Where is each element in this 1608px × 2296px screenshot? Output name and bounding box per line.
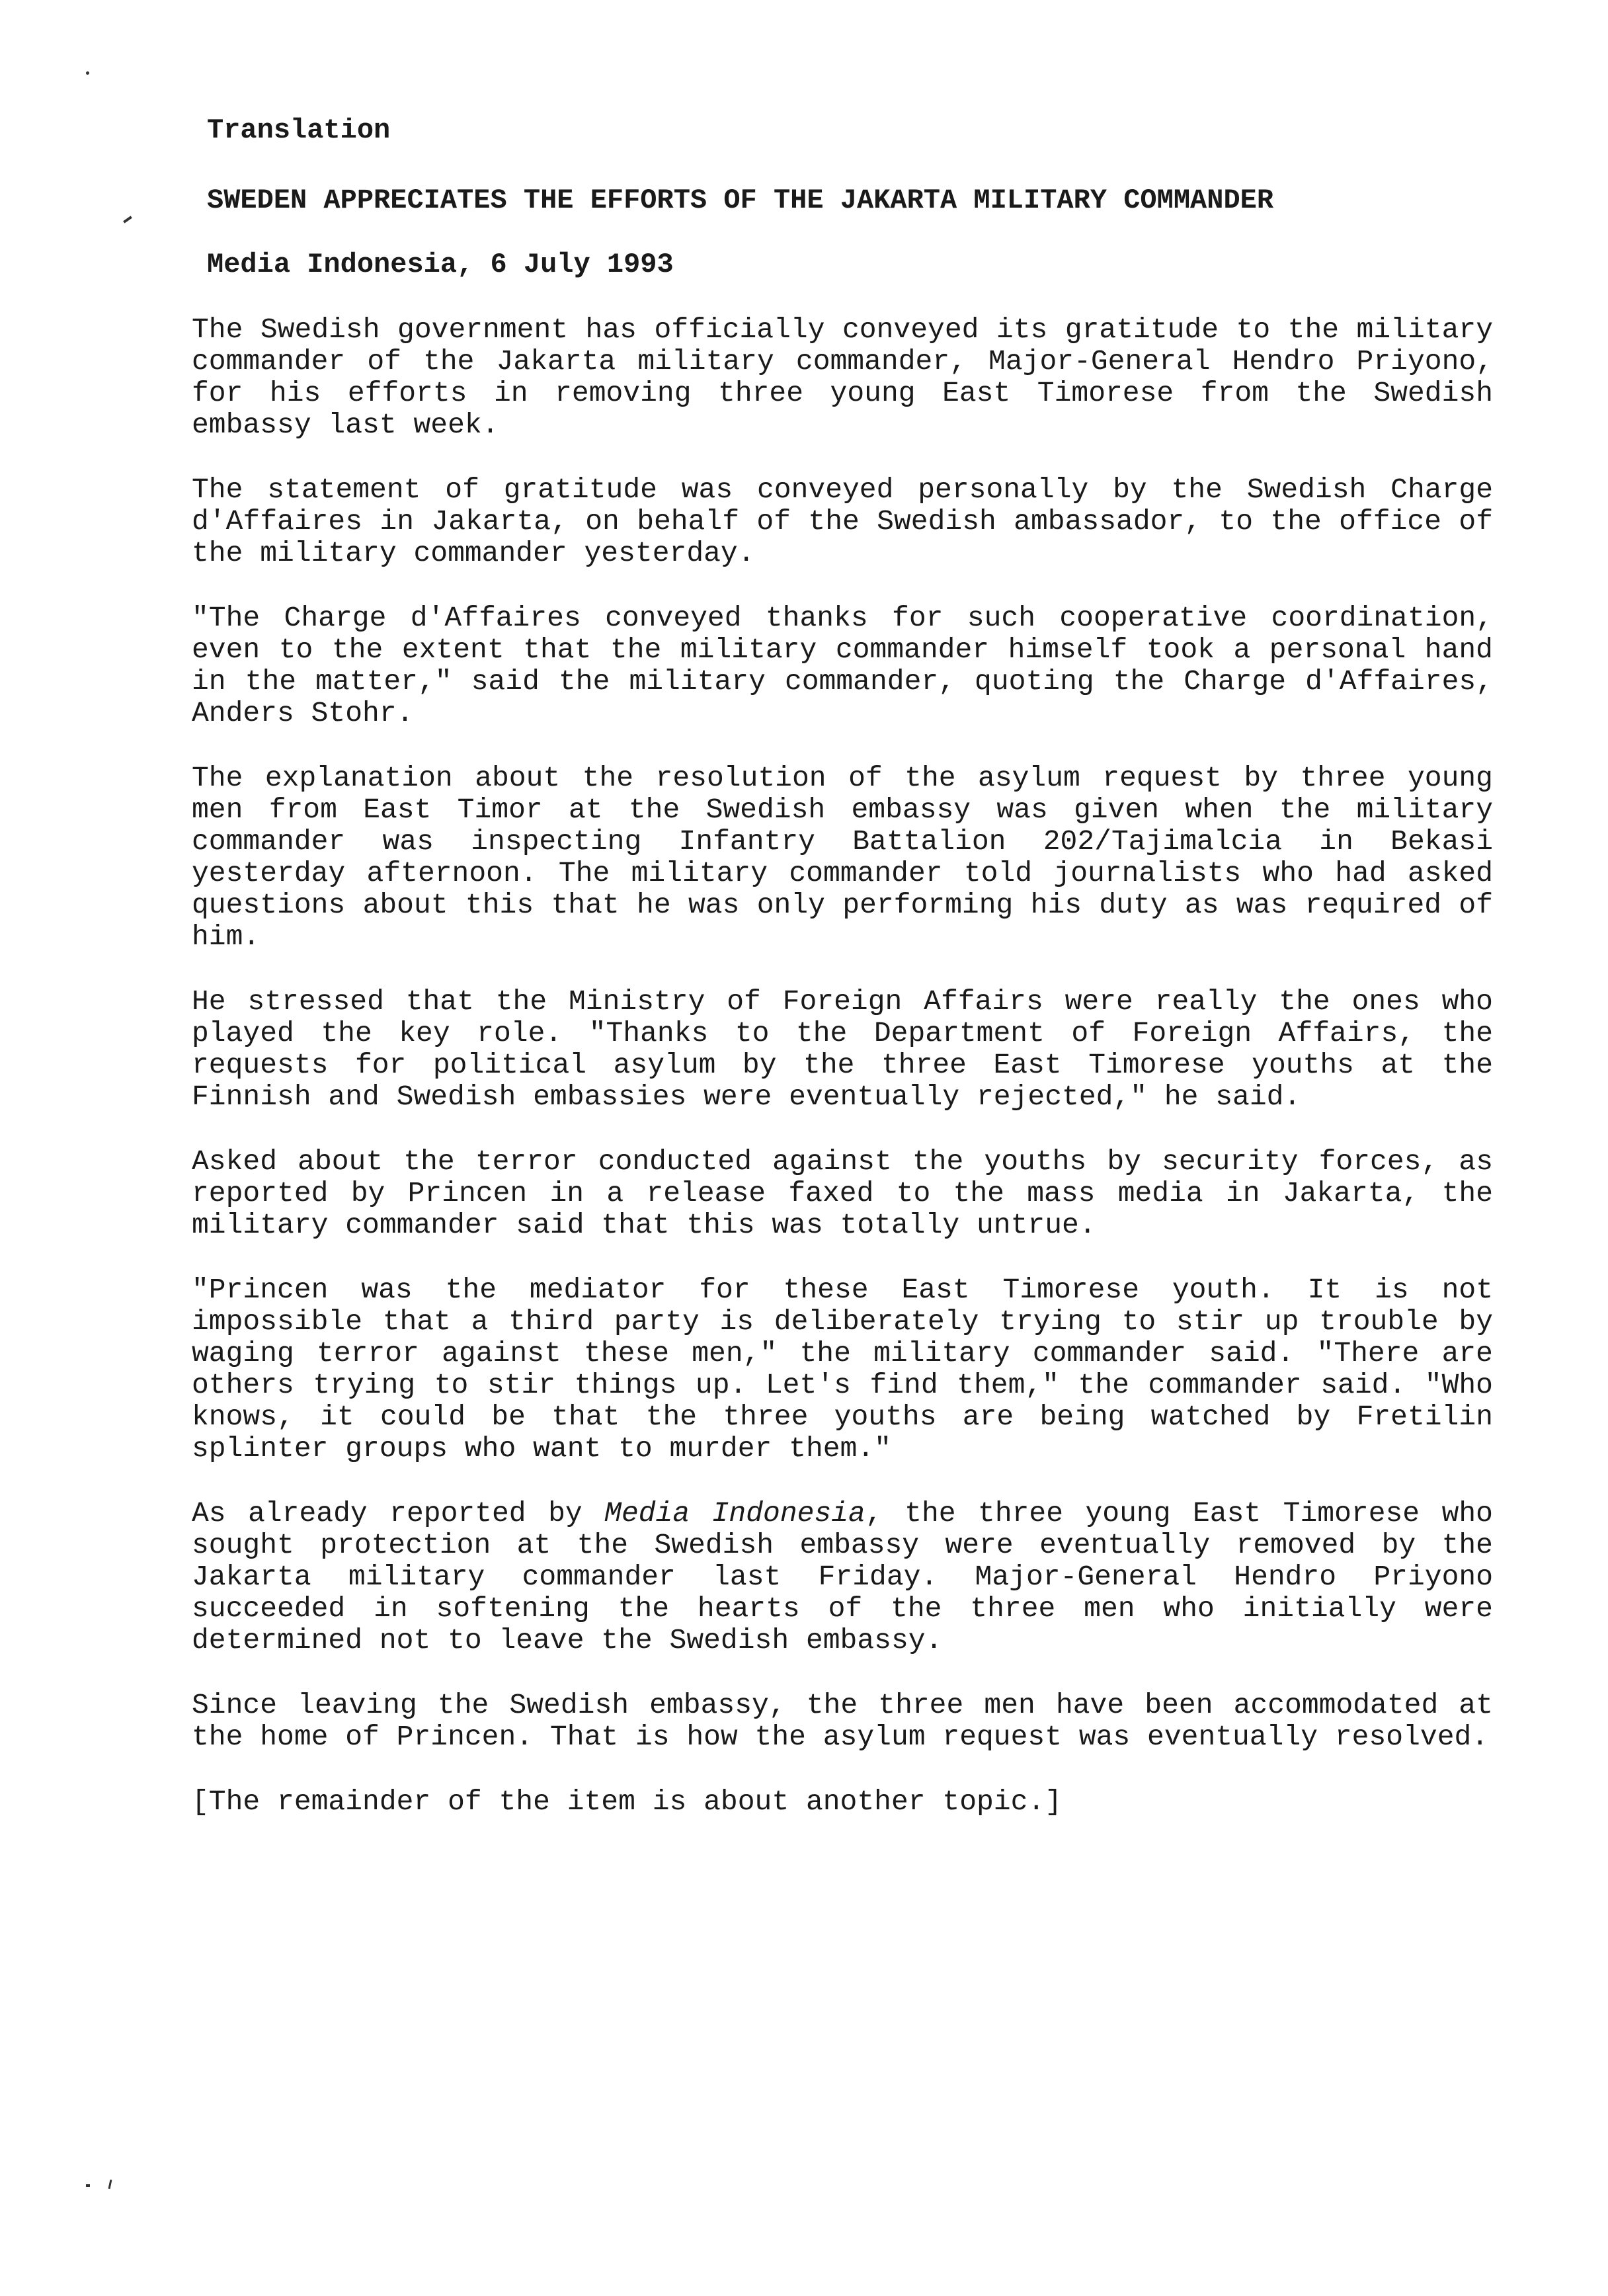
document-label: Translation — [207, 114, 391, 146]
paragraph: The explanation about the resolution of the asylum request by three young men from East Timor at the Swedish embassy was given when the military commander was inspecting Infantry Battalion 202/Tajimalcia in Bekasi yesterday afternoon. The military commander told journalists who had asked questions about this that he was only performing his duty as was required of him. — [192, 762, 1493, 953]
publication-name: Media Indonesia — [604, 1497, 865, 1530]
paragraph-lead: As already reported by — [192, 1497, 605, 1530]
scan-speck — [123, 216, 132, 223]
document-source: Media Indonesia, 6 July 1993 — [207, 249, 674, 280]
paragraph: The statement of gratitude was conveyed personally by the Swedish Charge d'Affaires in Jakarta, on behalf of the Swedish ambassador, to the office of the military commander yesterday. — [192, 473, 1493, 569]
scan-speck — [86, 2184, 90, 2187]
closing-note: [The remainder of the item is about another topic.] — [192, 1785, 1063, 1818]
scan-speck — [86, 71, 89, 75]
paragraph: "Princen was the mediator for these East Timorese youth. It is not impossible that a third party is deliberately trying to stir up trouble by waging terror against these men," the military commander said. "There are others trying to stir things up. Let's find them," the commander said. "Who knows, it could be that the three youths are being watched by Fretilin splinter groups who want to murder them." — [192, 1274, 1493, 1465]
document-headline: SWEDEN APPRECIATES THE EFFORTS OF THE JAKARTA MILITARY COMMANDER — [207, 184, 1274, 216]
paragraph: Since leaving the Swedish embassy, the three men have been accommodated at the home of Princen. That is how the asylum request was eventually resolved. — [192, 1689, 1493, 1753]
scan-speck — [108, 2180, 112, 2189]
article-body — [192, 314, 1493, 1818]
paragraph-rest: , the three young East Timorese who sought protection at the Swedish embassy were eventually removed by the Jakarta military commander last Friday. Major-General Hendro Priyono succeeded in softening the hearts of the three men who initially were determined not to leave the Swedish embassy. — [192, 1497, 1493, 1657]
paragraph: He stressed that the Ministry of Foreign Affairs were really the ones who played the key role. "Thanks to the Department of Foreign Affairs, the requests for political asylum by the three East Timorese youths at the Finnish and Swedish embassies were eventually rejected," he said. — [192, 985, 1493, 1113]
paragraph: "The Charge d'Affaires conveyed thanks for such cooperative coordination, even to the extent that the military commander himself took a personal hand in the matter," said the military commander, quoting the Charge d'Affaires, Anders Stohr. — [192, 602, 1493, 729]
paragraph: The Swedish government has officially conveyed its gratitude to the military commander of the Jakarta military commander, Major-General Hendro Priyono, for his efforts in removing three young East Timorese from the Swedish embassy last week. — [192, 313, 1493, 441]
paragraph: Asked about the terror conducted against the youths by security forces, as reported by Princen in a release faxed to the mass media in Jakarta, the military commander said that this was totally untrue. — [192, 1145, 1493, 1241]
paragraph — [192, 1498, 1493, 1657]
